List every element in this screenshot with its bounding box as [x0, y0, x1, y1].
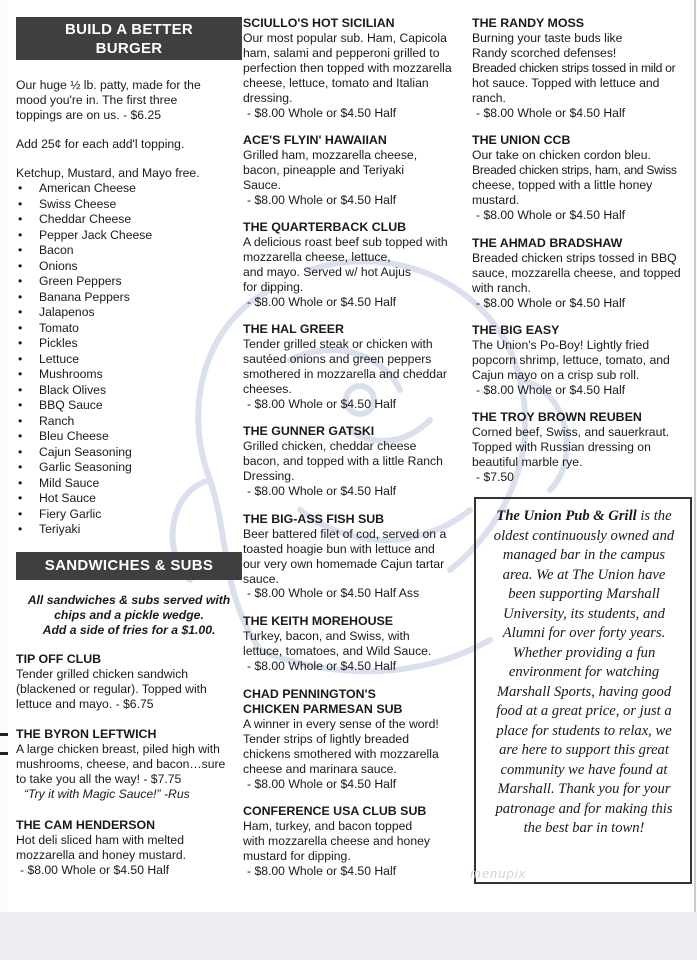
item-title-union-ccb: THE UNION CCB — [472, 133, 571, 147]
item-title-randy-moss: THE RANDY MOSS — [472, 16, 584, 30]
item-desc-line: cheeses. — [243, 382, 292, 396]
item-desc-line: sauce, mozzarella cheese, and topped — [472, 266, 681, 280]
topping-item — [14, 383, 152, 399]
item-price: - $8.00 Whole or $4.50 Half — [476, 208, 626, 222]
item-desc-line: (blackened or regular). Topped with — [16, 682, 207, 696]
topping-item — [14, 243, 152, 259]
item-title-byron-leftwich: THE BYRON LEFTWICH — [16, 727, 157, 741]
item-desc-line: Topped with Russian dressing on — [472, 440, 651, 454]
bullet-icon: • — [18, 289, 23, 304]
topping-label: Jalapenos — [39, 305, 95, 319]
topping-label: Cajun Seasoning — [39, 444, 132, 459]
item-title-quarterback-club: THE QUARTERBACK CLUB — [243, 220, 407, 234]
item-desc-line: beautiful marble rye. — [472, 455, 583, 469]
item-desc-line: smothered in mozzarella and cheddar — [243, 367, 447, 381]
bar-name: The Union Pub & Grill — [496, 508, 637, 524]
item-desc-line: Ham, turkey, and bacon topped — [243, 819, 413, 833]
item-desc-line: bacon, pineapple and Teriyaki — [243, 163, 405, 177]
item-desc-line: cheese, lettuce, tomato and Italian — [243, 76, 429, 90]
topping-item — [14, 181, 152, 197]
bullet-icon: • — [18, 320, 23, 335]
item-desc-line: dressing. — [243, 91, 293, 105]
item-desc-line: ham, salami and pepperoni grilled to — [243, 46, 440, 60]
item-price: - $8.00 Whole or $4.50 Half Ass — [247, 586, 420, 600]
bullet-icon: • — [18, 382, 23, 397]
item-desc-line: mushrooms, cheese, and bacon…sure — [16, 757, 226, 771]
item-price: - $8.00 Whole or $4.50 Half — [247, 864, 397, 878]
bullet-icon: • — [18, 243, 23, 257]
item-desc-line: A delicious roast beef sub topped with — [243, 235, 448, 249]
item-price: - $8.00 Whole or $4.50 Half — [247, 106, 397, 120]
bullet-icon: • — [18, 212, 23, 226]
item-desc-line: cheese and marinara sauce. — [243, 762, 397, 776]
topping-item — [14, 522, 152, 538]
item-desc-line: Grilled chicken, cheddar cheese — [243, 439, 417, 453]
item-title-conference-usa-club: CONFERENCE USA CLUB SUB — [243, 804, 427, 818]
item-desc-line: lettuce, tomatoes, and Wild Sauce. — [243, 644, 432, 658]
item-desc-line: hot sauce. Topped with lettuce and — [472, 76, 660, 90]
bullet-icon: • — [18, 367, 23, 381]
topping-label: Cheddar Cheese — [39, 212, 132, 226]
item-desc-line: mozzarella and honey mustard. — [16, 848, 187, 862]
item-desc-line: Sauce. — [243, 178, 281, 192]
bullet-icon: • — [18, 196, 23, 211]
item-price: - $8.00 Whole or $4.50 Half — [247, 659, 397, 673]
item-title-hal-greer: THE HAL GREER — [243, 322, 344, 336]
topping-item — [14, 197, 152, 213]
magic-sauce-quote: “Try it with Magic Sauce!” -Rus — [24, 787, 190, 801]
item-desc-line: Corned beef, Swiss, and sauerkraut. — [472, 425, 670, 439]
item-desc-line: lettuce and mayo. - $6.75 — [16, 697, 154, 711]
burger-intro-line: Our huge ½ lb. patty, made for the — [16, 78, 201, 92]
item-desc-line: bacon, and topped with a little Ranch — [243, 454, 443, 468]
bullet-icon: • — [18, 522, 23, 536]
subs-heading: SANDWICHES & SUBS — [16, 552, 242, 580]
item-title-flyin-hawaiian: ACE'S FLYIN' HAWAIIAN — [243, 133, 387, 147]
item-desc-line: Hot deli sliced ham with melted — [16, 833, 184, 847]
item-desc-line: perfection then topped with mozzarella — [243, 61, 452, 75]
topping-item — [14, 336, 152, 352]
item-desc-line: and mayo. Served w/ hot Aujus — [243, 265, 412, 279]
item-title-chicken-parmesan-sub: CHICKEN PARMESAN SUB — [243, 702, 403, 716]
item-price: - $8.00 Whole or $4.50 Half — [247, 193, 397, 207]
topping-label: Garlic Seasoning — [39, 460, 132, 474]
item-title-keith-morehouse: THE KEITH MOREHOUSE — [243, 614, 394, 628]
bullet-icon: • — [18, 258, 23, 273]
topping-item — [14, 367, 152, 383]
bullet-icon: • — [18, 506, 23, 521]
subs-note-line: chips and a pickle wedge. — [54, 608, 204, 622]
item-desc-line: Breaded chicken strips tossed in BBQ — [472, 251, 677, 265]
item-desc-line: Cajun mayo on a crisp sub roll. — [472, 368, 640, 382]
bullet-icon: • — [18, 475, 23, 490]
item-desc-line: Burning your taste buds like — [472, 31, 623, 45]
item-price: - $8.00 Whole or $4.50 Half — [476, 296, 626, 310]
item-desc-line: mozzarella cheese, lettuce, — [243, 250, 391, 264]
topping-item — [14, 476, 152, 492]
item-title-cam-henderson: THE CAM HENDERSON — [16, 818, 156, 832]
item-desc-line: popcorn shrimp, lettuce, tomato, and — [472, 353, 670, 367]
bullet-icon: • — [18, 351, 23, 366]
topping-item — [14, 445, 152, 461]
topping-item — [14, 259, 152, 275]
topping-item — [14, 460, 152, 476]
item-title-gunner-gatski: THE GUNNER GATSKI — [243, 424, 375, 438]
topping-label: Ranch — [39, 413, 75, 428]
item-desc-line: A winner in every sense of the word! — [243, 717, 439, 731]
item-title-troy-brown-reuben: THE TROY BROWN REUBEN — [472, 410, 642, 424]
topping-list — [14, 181, 152, 538]
about-text — [488, 507, 680, 839]
item-desc-line: The Union's Po-Boy! Lightly fried — [472, 338, 650, 352]
item-desc-line: for dipping. — [243, 280, 304, 294]
item-desc-line: Breaded chicken strips tossed in mild or — [472, 61, 676, 75]
item-title-tip-off-club: TIP OFF CLUB — [16, 652, 102, 666]
item-price: - $8.00 Whole or $4.50 Half — [247, 484, 397, 498]
topping-label: Green Peppers — [39, 274, 122, 288]
bullet-icon: • — [18, 305, 23, 319]
topping-label: American Cheese — [39, 181, 136, 195]
item-price: - $8.00 Whole or $4.50 Half — [476, 383, 626, 397]
item-desc-line: Tender grilled chicken sandwich — [16, 667, 189, 681]
item-desc-line: Grilled ham, mozzarella cheese, — [243, 148, 418, 162]
item-price: - $8.00 Whole or $4.50 Half — [247, 777, 397, 791]
item-desc-line: to take you all the way! - $7.75 — [16, 772, 182, 786]
topping-addon-note: Add 25¢ for each add'l topping. — [16, 137, 185, 151]
scan-bottom-strip — [0, 912, 697, 960]
bullet-icon: • — [18, 460, 23, 474]
topping-item — [14, 352, 152, 368]
item-title-big-easy: THE BIG EASY — [472, 323, 560, 337]
topping-item — [14, 228, 152, 244]
topping-label: Bleu Cheese — [39, 429, 109, 443]
topping-label: Mushrooms — [39, 367, 103, 381]
bullet-icon: • — [18, 491, 23, 505]
item-desc-line: with ranch. — [472, 281, 531, 295]
item-desc-line: Tender grilled steak or chicken with — [243, 337, 433, 351]
topping-label: Fiery Garlic — [39, 506, 102, 521]
burger-heading: BUILD A BETTER BURGER — [16, 17, 242, 60]
topping-label: Black Olives — [39, 382, 107, 397]
topping-label: BBQ Sauce — [39, 398, 103, 412]
about-body: is the oldest continuously owned and managed bar in the campus area. We at The Union have been supporting Marshall University, its students, and Alumni for over forty years. Whether providing a fun environment for watching Marshall Sports, having good food at a great price, or just a place for students to relax, we are here to support this great community we have found at Marshall. Thank you for your patronage and for making this the best bar in town! — [493, 508, 675, 836]
bullet-icon: • — [18, 429, 23, 443]
item-price: - $7.50 — [476, 470, 514, 484]
topping-item — [14, 507, 152, 523]
topping-label: Pickles — [39, 336, 78, 350]
bullet-icon: • — [18, 227, 23, 242]
item-title-hot-sicilian: SCIULLO'S HOT SICILIAN — [243, 16, 395, 30]
item-desc-line: Breaded chicken strips, ham, and Swiss — [472, 163, 677, 177]
bullet-icon: • — [18, 336, 23, 350]
topping-item — [14, 321, 152, 337]
scan-mark — [0, 733, 8, 736]
item-desc-line: Tender strips of lightly breaded — [243, 732, 409, 746]
item-desc-line: mustard for dipping. — [243, 849, 351, 863]
item-desc-line: Dressing. — [243, 469, 295, 483]
topping-label: Lettuce — [39, 351, 79, 366]
topping-label: Pepper Jack Cheese — [39, 227, 153, 242]
item-title-ahmad-bradshaw: THE AHMAD BRADSHAW — [472, 236, 623, 250]
topping-item — [14, 414, 152, 430]
item-desc-line: Our take on chicken cordon bleu. — [472, 148, 651, 162]
burger-intro-line: mood you're in. The first three — [16, 93, 178, 107]
item-title-chad-pennington: CHAD PENNINGTON'S — [243, 687, 376, 701]
bullet-icon: • — [18, 181, 23, 195]
bullet-icon: • — [18, 413, 23, 428]
item-desc-line: sautéed onions and green peppers — [243, 352, 432, 366]
item-price: - $8.00 Whole or $4.50 Half — [20, 863, 170, 877]
item-desc-line: our very own homemade Cajun tartar — [243, 557, 445, 571]
item-desc-line: with mozzarella cheese and honey — [243, 834, 430, 848]
topping-label: Bacon — [39, 243, 74, 257]
bullet-icon: • — [18, 444, 23, 459]
burger-intro-line: toppings are on us. - $6.25 — [16, 108, 161, 122]
topping-label: Onions — [39, 258, 78, 273]
item-desc-line: cheese, topped with a little honey — [472, 178, 653, 192]
scan-mark — [0, 752, 8, 755]
bullet-icon: • — [18, 274, 23, 288]
subs-note-line: Add a side of fries for a $1.00. — [42, 623, 216, 637]
item-price: - $8.00 Whole or $4.50 Half — [247, 295, 397, 309]
item-desc-line: toasted hoagie bun with lettuce and — [243, 542, 435, 556]
topping-item — [14, 429, 152, 445]
item-desc-line: Beer battered filet of cod, served on a — [243, 527, 447, 541]
item-desc-line: Our most popular sub. Ham, Capicola — [243, 31, 447, 45]
topping-item — [14, 305, 152, 321]
topping-label: Swiss Cheese — [39, 196, 117, 211]
item-desc-line: A large chicken breast, piled high with — [16, 742, 220, 756]
item-desc-line: Randy scorched defenses! — [472, 46, 617, 60]
topping-label: Teriyaki — [39, 522, 81, 536]
topping-item — [14, 398, 152, 414]
topping-label: Mild Sauce — [39, 475, 100, 490]
item-desc-line: sauce. — [243, 572, 279, 586]
topping-label: Hot Sauce — [39, 491, 96, 505]
watermark-text: menupix — [470, 866, 527, 881]
subs-note-line: All sandwiches & subs served with — [27, 593, 231, 607]
item-title-big-ass-fish-sub: THE BIG-ASS FISH SUB — [243, 512, 385, 526]
item-desc-line: Turkey, bacon, and Swiss, with — [243, 629, 410, 643]
item-desc-line: ranch. — [472, 91, 506, 105]
item-price: - $8.00 Whole or $4.50 Half — [476, 106, 626, 120]
topping-label: Banana Peppers — [39, 289, 130, 304]
topping-item — [14, 212, 152, 228]
topping-label: Tomato — [39, 320, 79, 335]
topping-item — [14, 491, 152, 507]
topping-item — [14, 274, 152, 290]
bullet-icon: • — [18, 398, 23, 412]
item-desc-line: chickens smothered with mozzarella — [243, 747, 439, 761]
topping-item — [14, 290, 152, 306]
item-price: - $8.00 Whole or $4.50 Half — [247, 397, 397, 411]
item-desc-line: mustard. — [472, 193, 520, 207]
free-condiments-note: Ketchup, Mustard, and Mayo free. — [16, 166, 200, 180]
about-box — [474, 497, 692, 884]
